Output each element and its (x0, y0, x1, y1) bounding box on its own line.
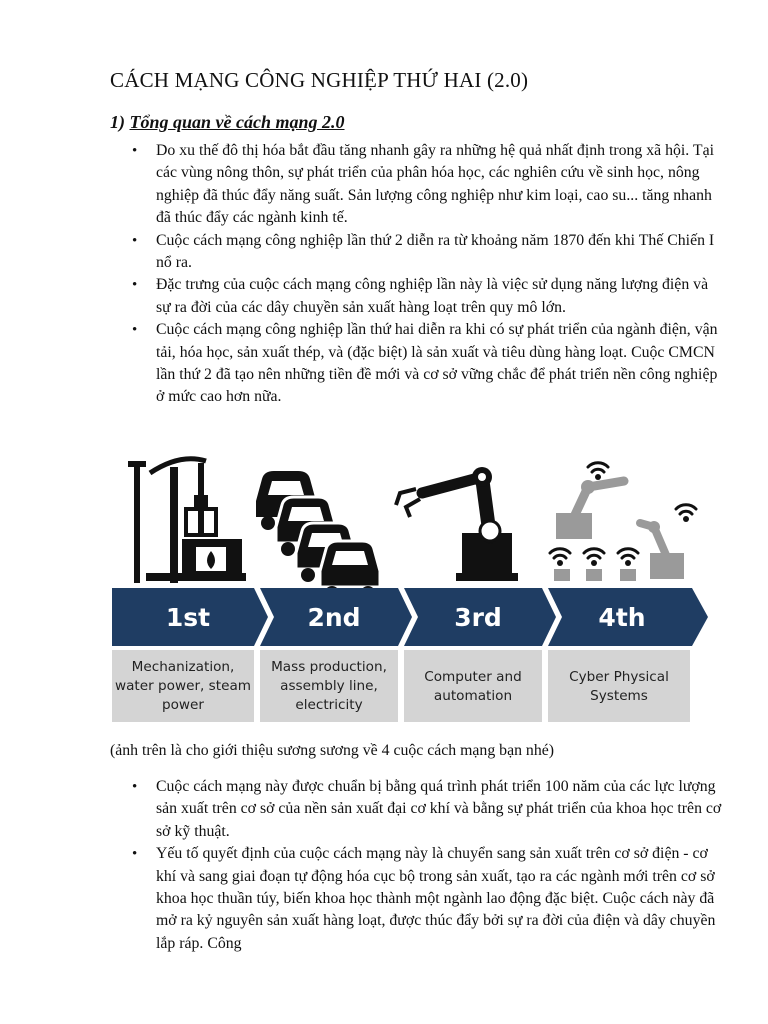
image-caption: (ảnh trên là cho giới thiệu sương sương về 4 cuộc cách mạng bạn nhé) (110, 742, 554, 759)
bullet-item: • Cuộc cách mạng này được chuẩn bị bằng quá trình phát triển 100 năm của các lực lượng sản xuất trên cơ sở của nền sản xuất đại cơ khí và bằng sự phát triển của khoa học trên cơ sở kỹ thuật. (110, 776, 722, 843)
stage-desc-line: electricity (295, 697, 363, 713)
cyber-robots-icon (550, 463, 696, 581)
robot-arm-icon (396, 467, 518, 581)
intro-bullet-list (110, 140, 722, 409)
stage-label-1st: 1st (165, 603, 211, 632)
stage-label-2nd: 2nd (307, 603, 361, 632)
section-number: 1) (110, 112, 125, 132)
stage-label-3rd: 3rd (454, 603, 502, 632)
stage-desc-line: Mass production, (271, 659, 387, 675)
section-heading (110, 112, 345, 133)
bullet-item: • Do xu thế đô thị hóa bắt đầu tăng nhanh gây ra những hệ quả nhất định trong xã hội. Tại các vùng nông thôn, sự phát triển của phân hóa học, các nghiên cứu về sinh học, nông nghiệp đã thúc đẩy năng suất. Sản lượng công nghiệp như kim loại, cao su... tăng nhanh đã thúc đẩy các ngành kinh tế. (110, 140, 722, 230)
stage-desc-line: Mechanization, (131, 659, 235, 675)
bullet-item: • Yếu tố quyết định của cuộc cách mạng này là chuyển sang sản xuất trên cơ sở điện - cơ khí và sang giai đoạn tự động hóa cục bộ trong sản xuất, tạo ra các ngành mới trên cơ sở khoa học thuần túy, biến khoa học thành một ngành lao động đặc biệt. Cuộc cách này đã mở ra kỷ nguyên sản xuất hàng loạt, được thúc đẩy bởi sự ra đời của điện và dây chuyền lắp ráp. Công (110, 843, 722, 955)
stage-desc-line: Cyber Physical (569, 669, 669, 685)
infographic-svg (110, 447, 710, 725)
industrial-revolutions-infographic (110, 447, 710, 725)
bullet-item: • Cuộc cách mạng công nghiệp lần thứ hai diễn ra khi có sự phát triển của ngành điện, vận tải, hóa học, sản xuất thép, và (đặc biệt) là sản xuất và tiêu dùng hàng loạt. Cuộc CMCN lần thứ 2 đã tạo nên những tiền đề mới và cơ sở vững chắc để phát triển nền công nghiệp ở mức cao hơn nữa. (110, 319, 722, 409)
bullet-item: • Đặc trưng của cuộc cách mạng công nghiệp lần này là việc sử dụng năng lượng điện và sự ra đời của các dây chuyền sản xuất hàng loạt trên quy mô lớn. (110, 274, 722, 319)
bullet-item: • Cuộc cách mạng công nghiệp lần thứ 2 diễn ra từ khoảng năm 1870 đến khi Thế Chiến I nổ ra. (110, 230, 722, 275)
page-title: CÁCH MẠNG CÔNG NGHIỆP THỨ HAI (2.0) (110, 68, 529, 92)
cars-icon (256, 471, 380, 600)
stage-desc-line: water power, steam (114, 678, 252, 694)
stage-label-4th: 4th (598, 603, 646, 632)
steam-engine-icon (128, 459, 246, 583)
stage-desc-line: Computer and (424, 669, 522, 685)
stage-desc-line: Systems (590, 688, 648, 704)
stage-desc-line: assembly line, (280, 678, 378, 694)
detail-bullet-list (110, 776, 722, 955)
stage-desc-line: power (161, 697, 205, 713)
section-heading-text: Tổng quan về cách mạng 2.0 (129, 112, 345, 132)
stage-desc-line: automation (433, 688, 513, 704)
